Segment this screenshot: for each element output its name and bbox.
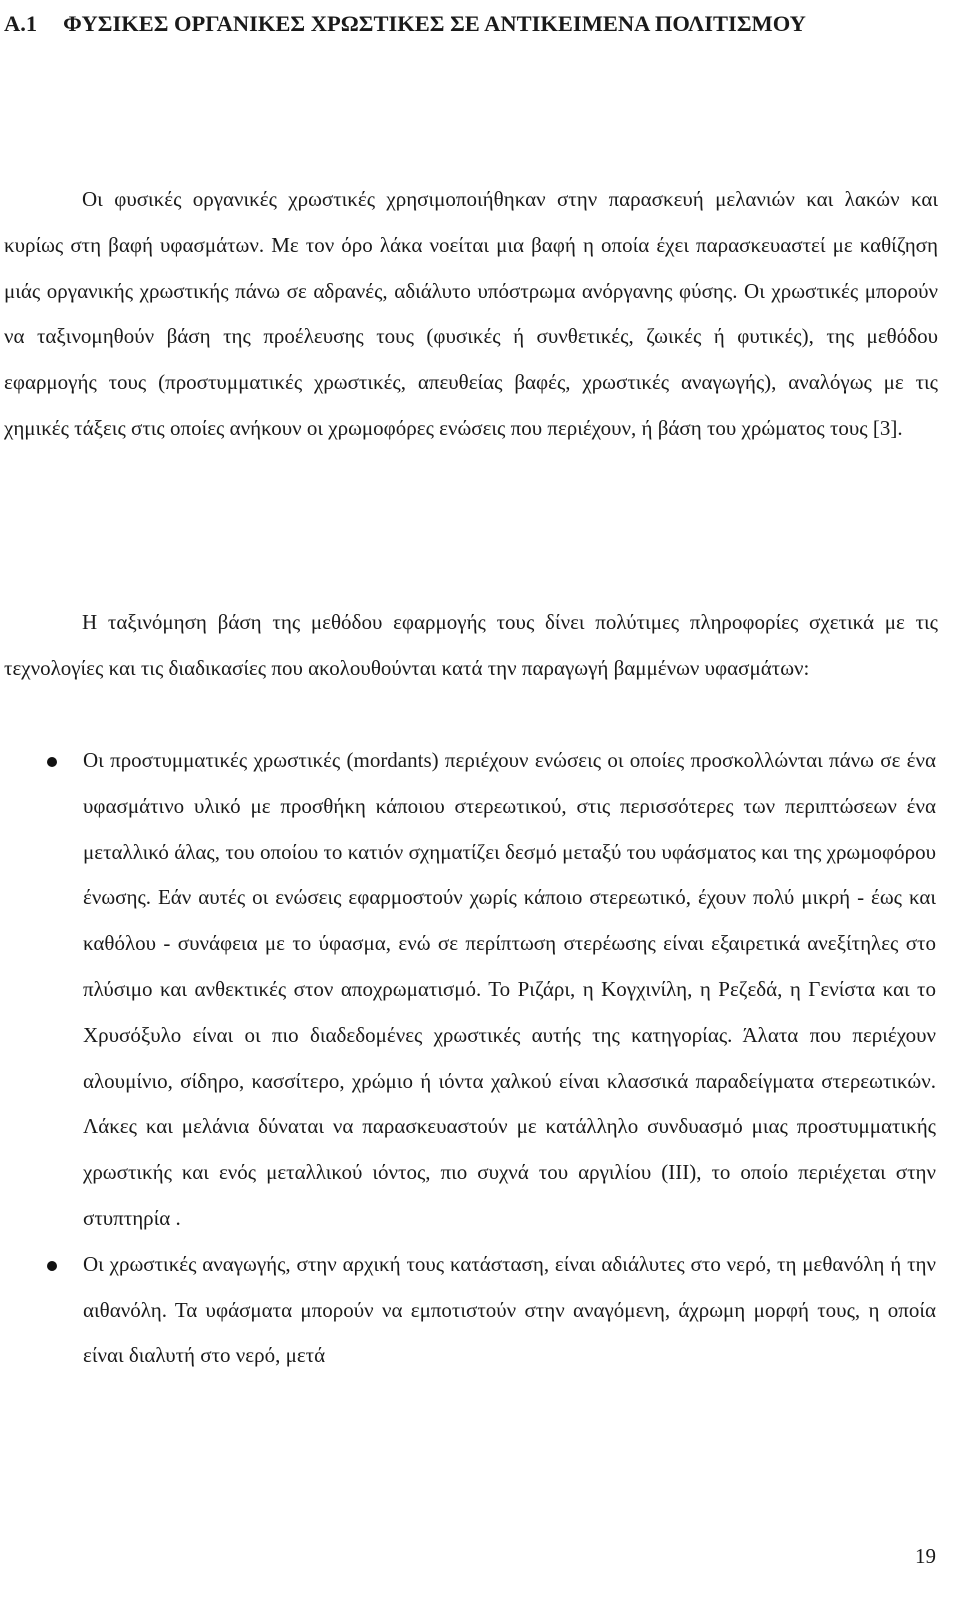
list-item-text: Οι προστυμματικές χρωστικές (mordants) περιέχουν ενώσεις οι οποίες προσκολλώνται πάνω σε ένα υφασμάτινο υλικό με προσθήκη κάποιου στερεωτικού, στις περισσότερες των περιπτώσεων ένα μεταλλικό άλας, του οποίου το κατιόν σχηματίζει δεσμό μεταξύ του υφάσματος και της χρωμοφόρου ένωσης. Εάν αυτές οι ενώσεις εφαρμοστούν χωρίς κάποιο στερεωτικό, έχουν πολύ μικρή - έως και καθόλου - συνάφεια με το ύφασμα, ενώ σε περίπτωση στερέωσης είναι εξαιρετικά ανεξίτηλες στο πλύσιμο και ανθεκτικές στον αποχρωματισμό. Το Ριζάρι, η Κογχινίλη, η Ρεζεδά, η Γενίστα και το Χρυσόξυλο είναι οι πιο διαδεδομένες χρωστικές αυτής της κατηγορίας. Άλατα που περιέχουν αλουμίνιο, σίδηρο, κασσίτερο, χρώμιο ή ιόντα χαλκού είναι κλασσικά παραδείγματα στερεωτικών. Λάκες και μελάνια δύναται να παρασκευαστούν με κατάλληλο συνδυασμό μιας προστυμματικής χρωστικής και ενός μεταλλικού ιόντος, πιο συχνά του αργιλίου (III), το οποίο περιέχεται στην στυπτηρία . <box>83 748 936 1230</box>
paragraph <box>4 600 938 692</box>
section-number: A.1 <box>4 11 38 36</box>
section-title: ΦΥΣΙΚΕΣ ΟΡΓΑΝΙΚΕΣ ΧΡΩΣΤΙΚΕΣ ΣΕ ΑΝΤΙΚΕΙΜΕΝΑ ΠΟΛΙΤΙΣΜΟΥ <box>63 11 806 36</box>
bullet-list <box>0 738 940 1379</box>
bullet-icon <box>47 757 57 767</box>
paragraph-text: Οι φυσικές οργανικές χρωστικές χρησιμοποιήθηκαν στην παρασκευή μελανιών και λακών και κυρίως στη βαφή υφασμάτων. Με τον όρο λάκα νοείται μια βαφή η οποία έχει παρασκευαστεί με καθίζηση μιάς οργανικής χρωστικής πάνω σε αδρανές, αδιάλυτο υπόστρωμα ανόργανης φύσης. Οι χρωστικές μπορούν να ταξινομηθούν βάση της προέλευσης τους (φυσικές ή συνθετικές, ζωικές ή φυτικές), της μεθόδου εφαρμογής τους (προστυμματικές χρωστικές, απευθείας βαφές, χρωστικές αναγωγής), αναλόγως με τις χημικές τάξεις στις οποίες ανήκουν οι χρωμοφόρες ενώσεις που περιέχουν, ή βάση του χρώματος τους [3]. <box>4 187 938 440</box>
page-number: 19 <box>915 1544 936 1568</box>
paragraph <box>4 177 938 452</box>
bullet-icon <box>47 1261 57 1271</box>
section-heading <box>4 2 939 46</box>
list-item <box>0 1242 936 1379</box>
paragraph-text: Η ταξινόμηση βάση της μεθόδου εφαρμογής τους δίνει πολύτιμες πληροφορίες σχετικά με τις τεχνολογίες και τις διαδικασίες που ακολουθούνται κατά την παραγωγή βαμμένων υφασμάτων: <box>4 610 938 680</box>
list-item <box>0 738 936 1242</box>
list-item-text: Οι χρωστικές αναγωγής, στην αρχική τους κατάσταση, είναι αδιάλυτες στο νερό, τη μεθανόλη ή την αιθανόλη. Τα υφάσματα μπορούν να εμποτιστούν στην αναγόμενη, άχρωμη μορφή τους, η οποία είναι διαλυτή στο νερό, μετά <box>83 1251 936 1368</box>
